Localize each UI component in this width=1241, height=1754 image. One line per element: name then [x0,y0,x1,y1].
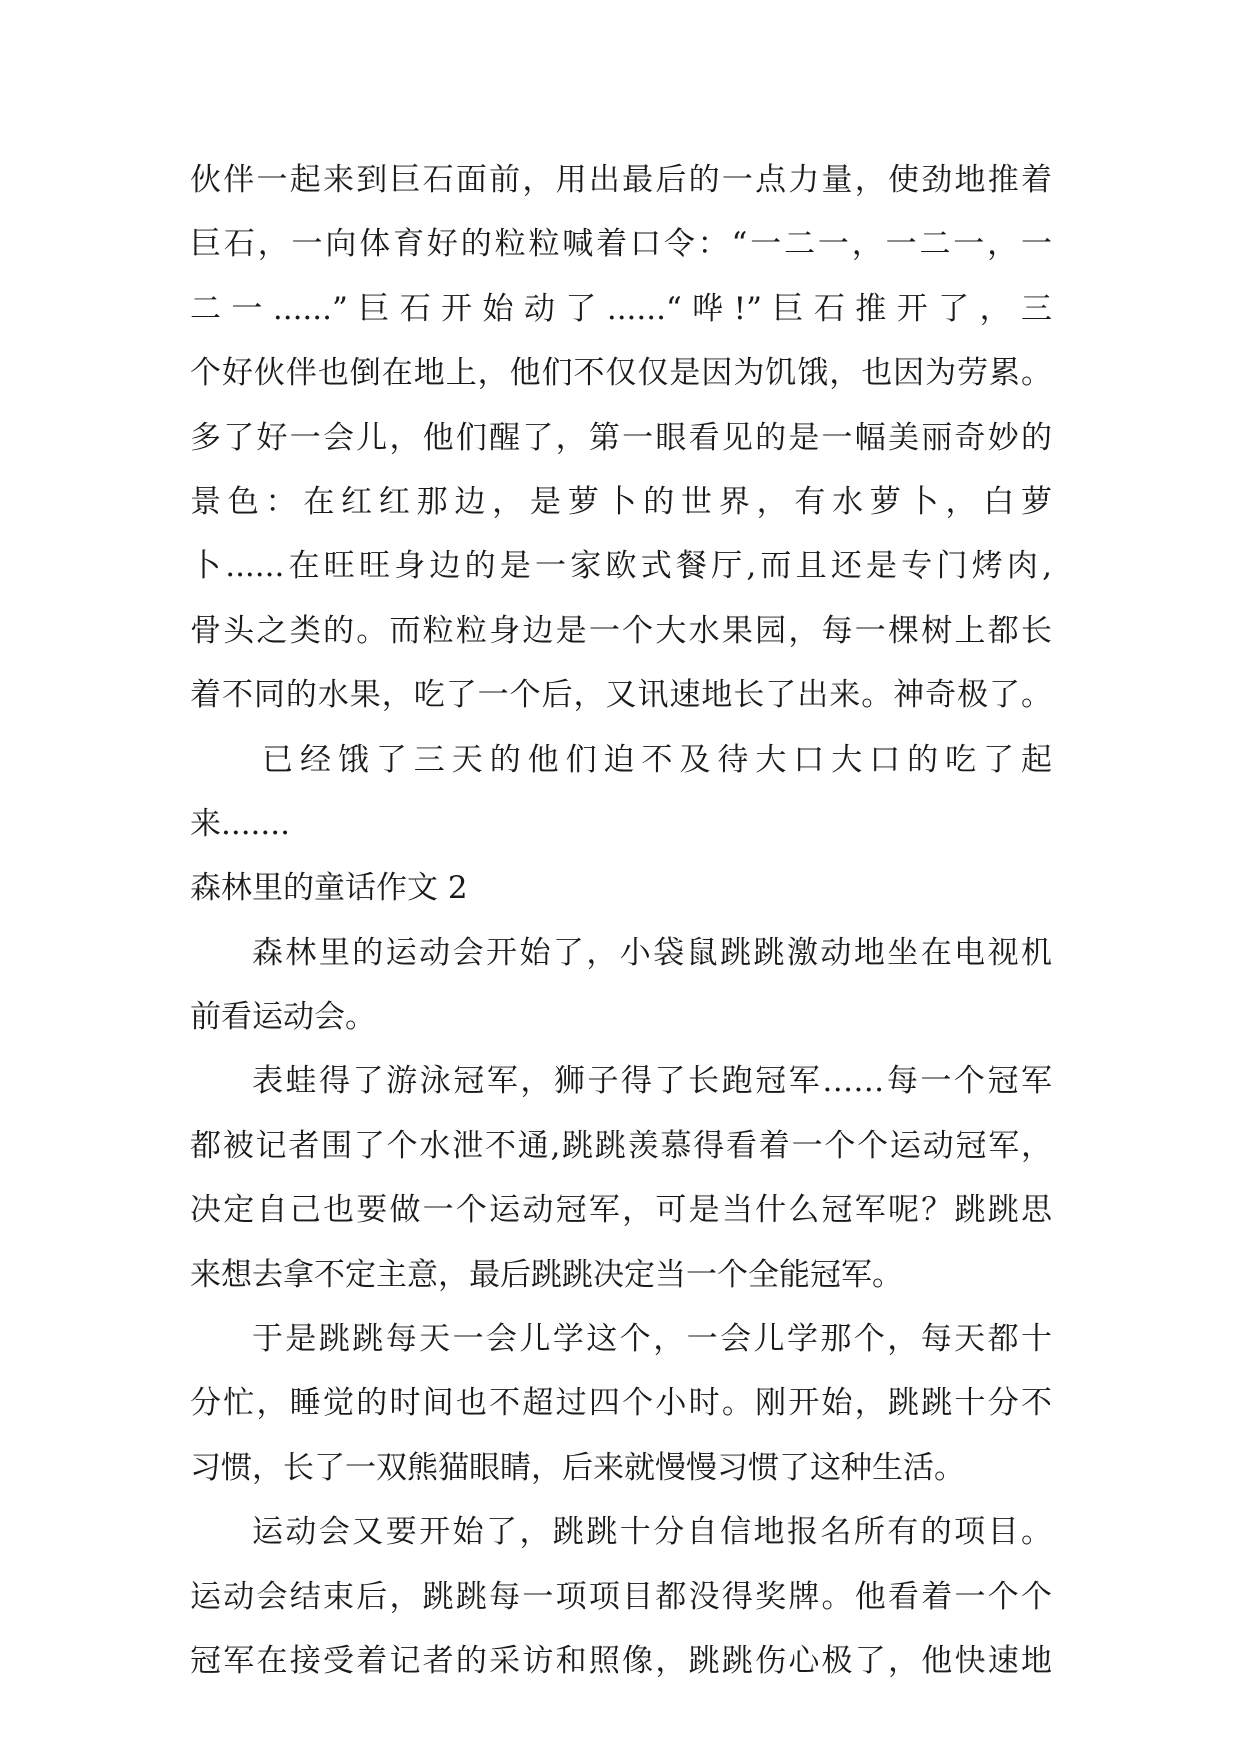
text-line: 二一......”巨石开始动了......“哗!”巨石推开了，三 [190,290,1052,327]
text-line: 于是跳跳每天一会儿学这个，一会儿学那个，每天都十 [252,1321,1052,1358]
text-line: 决定自己也要做一个运动冠军，可是当什么冠军呢？跳跳思 [190,1192,1052,1229]
text-line: 多了好一会儿，他们醒了，第一眼看见的是一幅美丽奇妙的 [190,419,1052,456]
text-line: 都被记者围了个水泄不通,跳跳羡慕得看着一个个运动冠军， [190,1127,1052,1164]
text-line: 巨石，一向体育好的粒粒喊着口令：“一二一，一二一，一 [190,226,1052,263]
text-line: 分忙，睡觉的时间也不超过四个小时。刚开始，跳跳十分不 [190,1385,1052,1422]
text-line: 前看运动会。 [190,999,376,1036]
text-line: 习惯，长了一双熊猫眼睛，后来就慢慢习惯了这种生活。 [190,1449,965,1486]
text-line: 运动会又要开始了，跳跳十分自信地报名所有的项目。 [252,1514,1052,1551]
text-line: 森林里的运动会开始了，小袋鼠跳跳激动地坐在电视机 [252,934,1052,971]
text-line: 景色：在红红那边，是萝卜的世界，有水萝卜，白萝 [190,483,1052,520]
text-line: 冠军在接受着记者的采访和照像，跳跳伤心极了，他快速地 [190,1642,1052,1679]
document-page [190,148,1052,1693]
text-line: 骨头之类的。而粒粒身边是一个大水果园，每一棵树上都长 [190,612,1052,649]
text-line: 表蛙得了游泳冠军，狮子得了长跑冠军……每一个冠军 [252,1063,1052,1100]
text-line: 伙伴一起来到巨石面前，用出最后的一点力量，使劲地推着 [190,162,1052,198]
text-line: 来....... [190,805,290,842]
text-line: 来想去拿不定主意，最后跳跳决定当一个全能冠军。 [190,1256,903,1293]
text-line: 卜......在旺旺身边的是一家欧式餐厅,而且还是专门烤肉, [190,548,1052,585]
section-title: 森林里的童话作文 2 [190,870,468,907]
text-line: 已经饿了三天的他们迫不及待大口大口的吃了起 [262,741,1052,778]
text-line: 运动会结束后，跳跳每一项项目都没得奖牌。他看着一个个 [190,1578,1052,1615]
text-line: 个好伙伴也倒在地上，他们不仅仅是因为饥饿，也因为劳累。 [190,355,1052,392]
text-line: 着不同的水果，吃了一个后，又讯速地长了出来。神奇极了。 [190,677,1052,714]
